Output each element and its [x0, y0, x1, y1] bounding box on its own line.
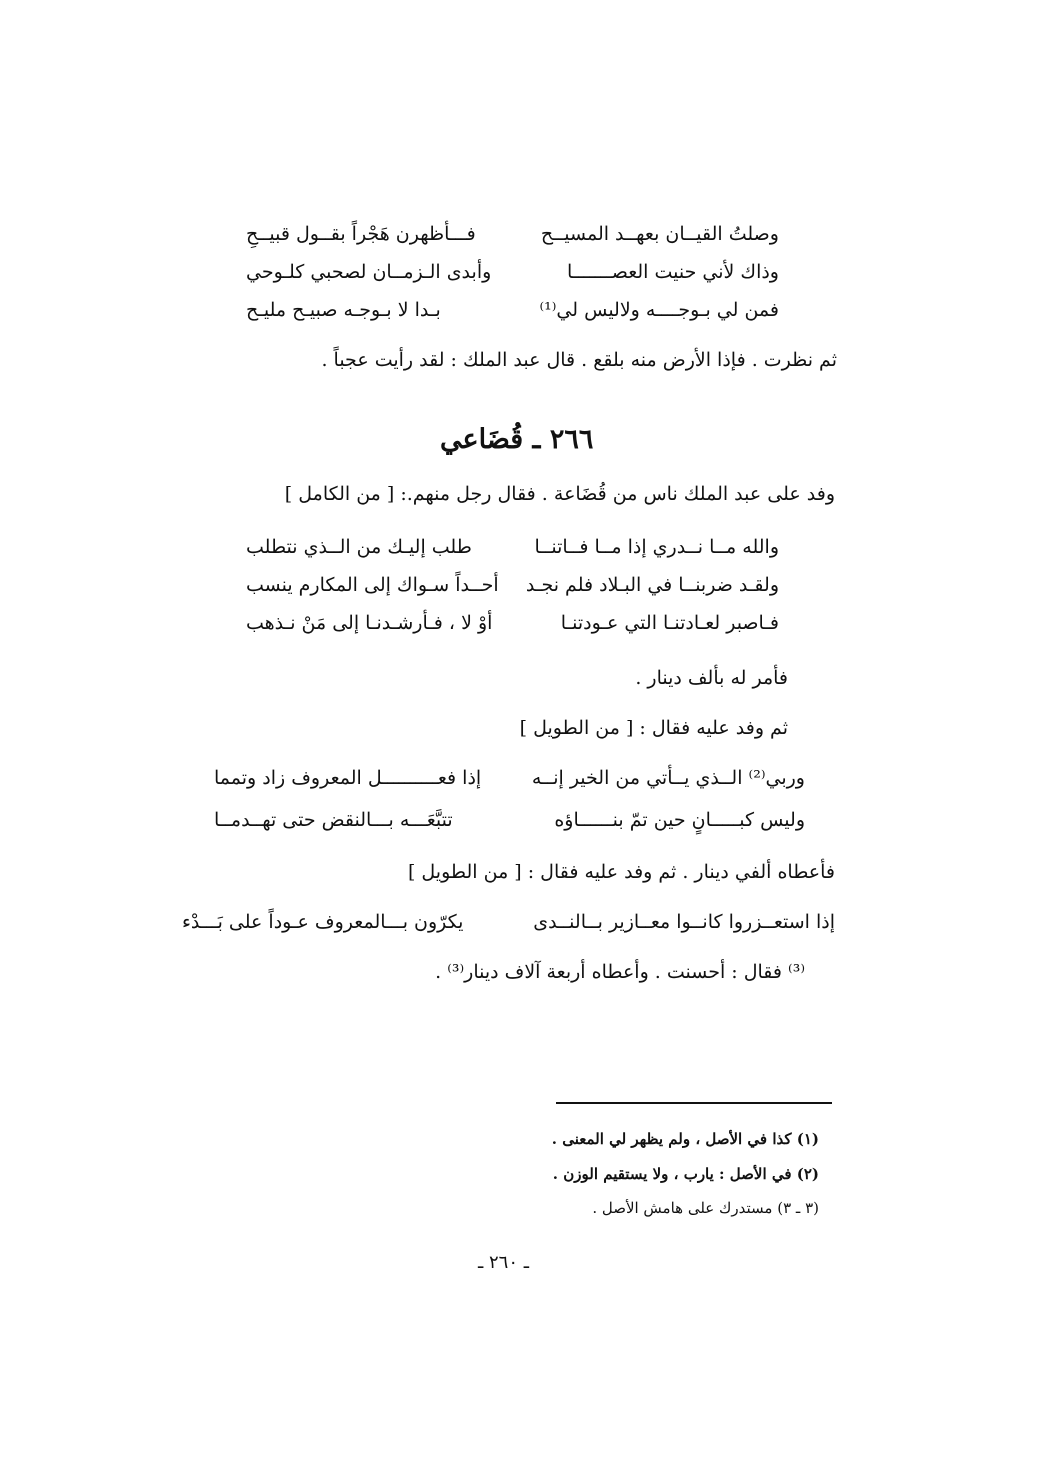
paragraph-6: ⁽³⁾ فقال : أحسنت . وأعطاه أربعة آلاف دينار⁽³⁾ . [435, 961, 805, 983]
poem1-line1-first: وصلتُ القيــان بعهــد المسيــح [540, 223, 779, 245]
paragraph-5: فأعطاه ألفي دينار . ثم وفد عليه فقال : [ من الطويل ] [407, 861, 835, 883]
paragraph-2: وفد على عبد الملك ناس من قُضَاعة . فقال رجل منهم.: [ من الكامل ] [284, 483, 835, 505]
footnote-1: (١) كذا في الأصل ، ولم يظهر لي المعنى . [551, 1130, 819, 1148]
paragraph-4: ثم وفد عليه فقال : [ من الطويل ] [519, 717, 788, 739]
section-heading: ٢٦٦ ـ قُضَاعي [440, 424, 594, 455]
poem3-line2-first: وليس كبـــــانٍ حين تمّ بنــــــاؤه [554, 809, 805, 831]
poem3-line1-second: إذا فعــــــــــل المعروف زاد وتمما [214, 767, 482, 789]
footnote-3: (٣ ـ ٣) مستدرك على هامش الأصل . [592, 1199, 819, 1217]
poem2-line1-first: والله مــا نــدري إذا مــا فــاتنــا [534, 536, 779, 558]
poem1-line3-first: فمن لي بـوجــــه ولاليس لي⁽¹⁾ [539, 299, 779, 321]
paragraph-3: فأمر له بألف دينار . [635, 667, 788, 689]
poem3-line2-second: تتبَّعَـــه بـــالنقض حتى تهــدمــا [214, 809, 453, 831]
paragraph-1: ثم نظرت . فإذا الأرض منه بلقع . قال عبد الملك : لقد رأيت عجباً . [321, 349, 837, 371]
poem1-line1-second: فـــأظهرن هَجْراً بقــول قبيــحِ [246, 223, 476, 245]
poem1-line2-second: وأبدى الـزمــان لصحبي كلـوحي [246, 261, 492, 283]
footnote-2: (٢) في الأصل : يارب ، ولا يستقيم الوزن . [552, 1165, 819, 1183]
poem4-second: يكرّون بـــالمعروف عـوداً على بَـــدْء [182, 911, 464, 933]
poem1-line2-first: وذاك لأني حنيت العصـــــــا [567, 261, 779, 283]
poem4-first: إذا استعــزروا كانــوا معــازير بــالنــدى [533, 911, 835, 933]
poem2-line3-second: أوْ لا ، فـأرشـدنـا إلى مَنْ نـذهب [246, 612, 493, 634]
poem2-line3-first: فـاصبر لعـادتنـا التي عـودتنـا [560, 612, 779, 634]
poem2-line2-first: ولقـد ضربنــا في البـلاد فلم نجـد [525, 574, 779, 596]
footnote-divider [556, 1102, 832, 1104]
page-number: ـ ٢٦٠ ـ [478, 1252, 530, 1273]
poem3-line1-first: وربي⁽²⁾ الــذي يــأتي من الخير إنــه [531, 767, 805, 789]
poem1-line3-second: بـدا لا بـوجـه صبيـح مليـح [246, 299, 441, 321]
poem2-line2-second: أحــداً سـواك إلى المكارم ينسب [246, 574, 499, 596]
poem2-line1-second: طلب إليـك من الــذي نتطلب [246, 536, 472, 558]
